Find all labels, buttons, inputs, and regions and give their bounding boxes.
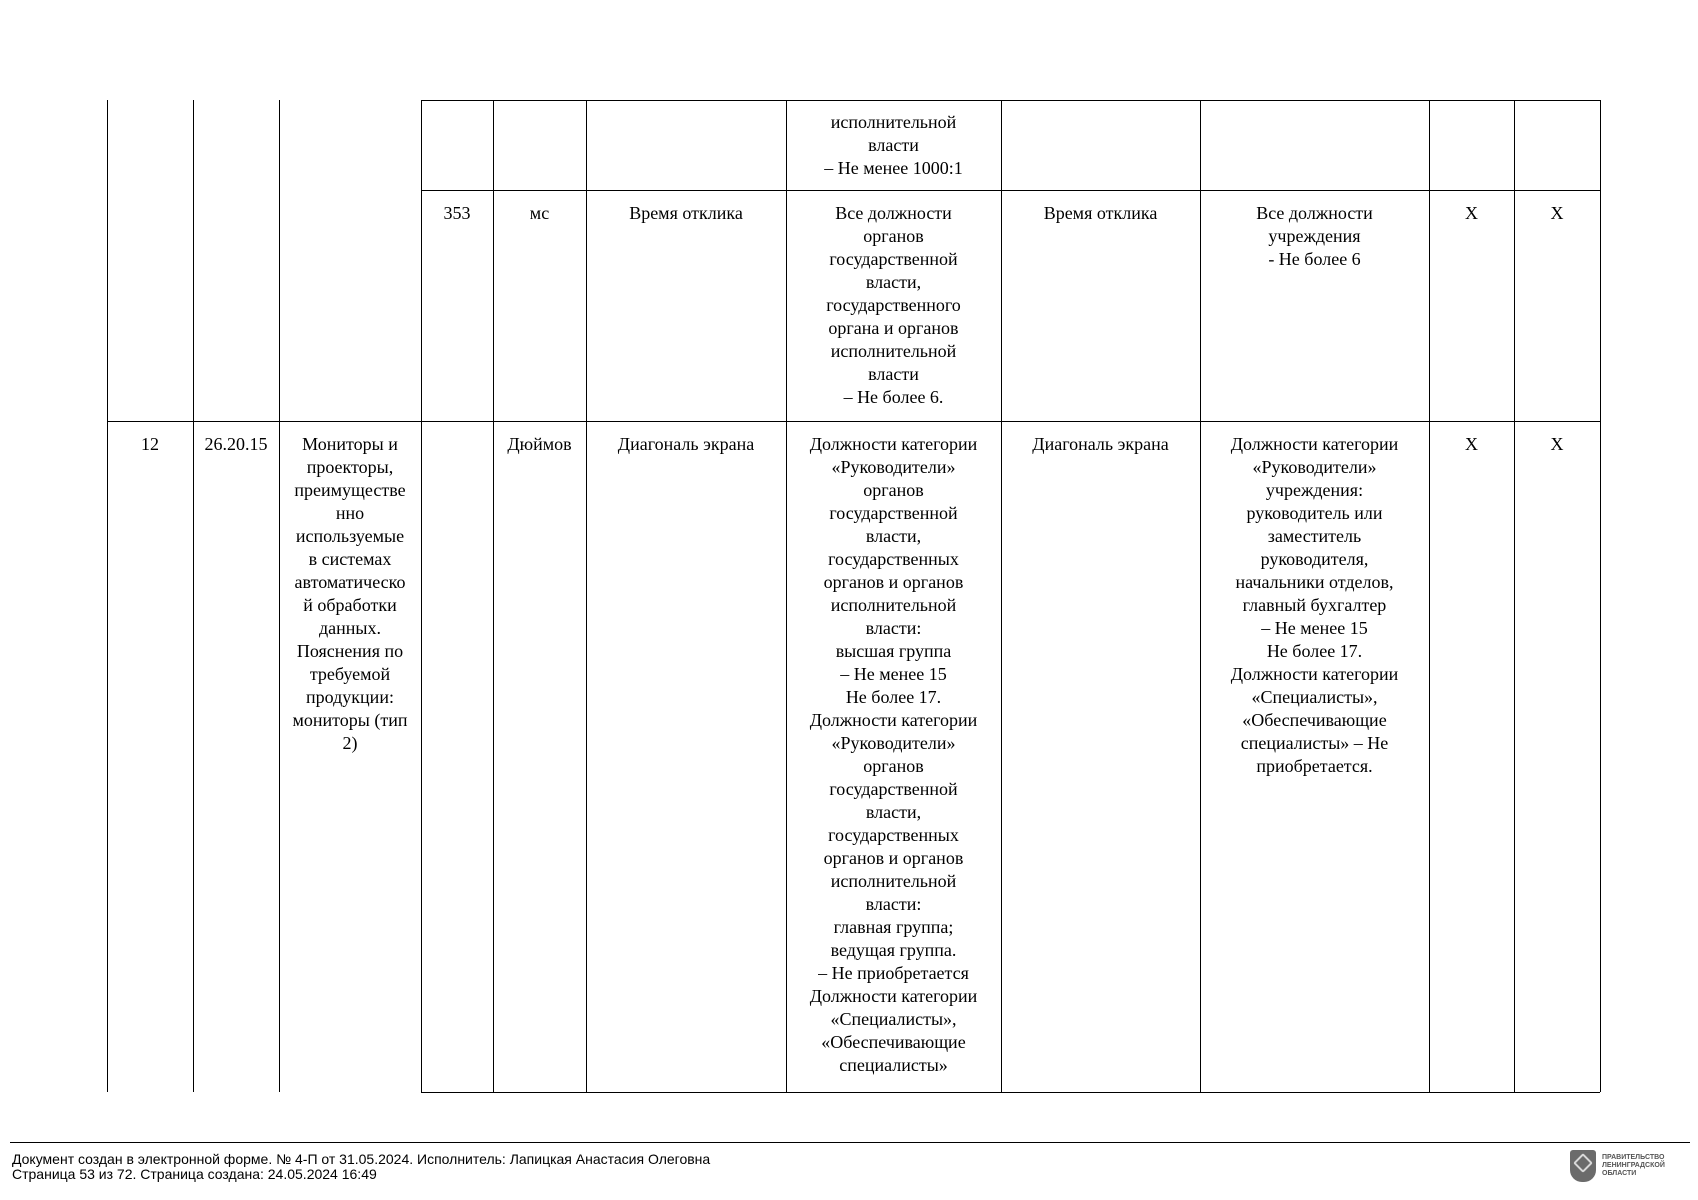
grid-line bbox=[421, 1092, 1600, 1093]
logo-text: ПРАВИТЕЛЬСТВО ЛЕНИНГРАДСКОЙ ОБЛАСТИ bbox=[1602, 1154, 1665, 1177]
cell-row-12-characteristic: Диагональ экрана bbox=[617, 434, 755, 454]
grid-line bbox=[586, 100, 587, 1092]
grid-line bbox=[421, 190, 1600, 191]
grid-line bbox=[421, 100, 1600, 101]
cell-row-12-unit: Дюймов bbox=[507, 434, 572, 454]
cell-row-12-name: Мониторы и проекторы, преимуществе нно используемые в системах автоматическо й обработки данных. Пояснения по требуемой продукции: мониторы (тип 2) bbox=[292, 434, 408, 753]
cell-row-12-function: Х bbox=[1550, 434, 1564, 454]
cell-row-b-characteristic: Время отклика bbox=[629, 203, 743, 223]
cell-row-12-characteristic-inst: Диагональ экрана bbox=[1032, 434, 1169, 454]
grid-line bbox=[421, 100, 422, 1092]
government-logo bbox=[1570, 1150, 1665, 1182]
cell-row-12-number: 12 bbox=[141, 434, 159, 454]
cell-row-12-justification: Х bbox=[1465, 434, 1478, 454]
grid-line bbox=[1429, 100, 1430, 1092]
cell-row-12-value-state: Должности категории «Руководители» органов государственной власти, государственных органов и органов исполнительной власти: высшая группа – Не менее 15 Не более 17. Должности категории «Руководители» органов государственной власти, государственных органов и органов исполнительной власти: главная группа; ведущая группа. – Не приобретается Должности категории «Специалисты», «Обеспечивающие специалисты» bbox=[809, 434, 978, 1075]
grid-line bbox=[107, 100, 108, 1092]
cell-row-a-value-state: исполнительной власти – Не менее 1000:1 bbox=[824, 112, 963, 178]
coat-of-arms-icon bbox=[1570, 1150, 1596, 1182]
cell-row-12-value-inst: Должности категории «Руководители» учреждения: руководитель или заместитель руководителя, начальники отделов, главный бухгалтер – Не менее 15 Не более 17. Должности категории «Специалисты», «Обеспечивающие специалисты» – Не приобретается. bbox=[1230, 434, 1399, 776]
cell-row-b-unit: мс bbox=[529, 203, 550, 223]
cell-row-b-function: Х bbox=[1550, 203, 1564, 223]
footer-document-info: Документ создан в электронной форме. № 4-П от 31.05.2024. Исполнитель: Лапицкая Анастасия Олеговна bbox=[12, 1151, 711, 1167]
cell-row-b-characteristic-inst: Время отклика bbox=[1043, 203, 1158, 223]
cell-row-b-justification: Х bbox=[1465, 203, 1478, 223]
grid-line bbox=[107, 421, 1600, 422]
footer-page-info: Страница 53 из 72. Страница создана: 24.05.2024 16:49 bbox=[12, 1166, 377, 1182]
grid-line bbox=[493, 100, 494, 1092]
grid-line bbox=[1001, 100, 1002, 1092]
cell-row-b-code: 353 bbox=[443, 203, 471, 223]
footer-divider bbox=[10, 1142, 1690, 1143]
cell-row-b-value-state: Все должности органов государственной власти, государственного органа и органов исполнительной власти – Не более 6. bbox=[826, 203, 961, 407]
cell-row-12-okpd-code: 26.20.15 bbox=[204, 434, 268, 454]
grid-line bbox=[1600, 100, 1601, 1092]
grid-line bbox=[1514, 100, 1515, 1092]
grid-line bbox=[193, 100, 194, 1092]
cell-row-b-value-inst: Все должности учреждения - Не более 6 bbox=[1256, 203, 1373, 269]
